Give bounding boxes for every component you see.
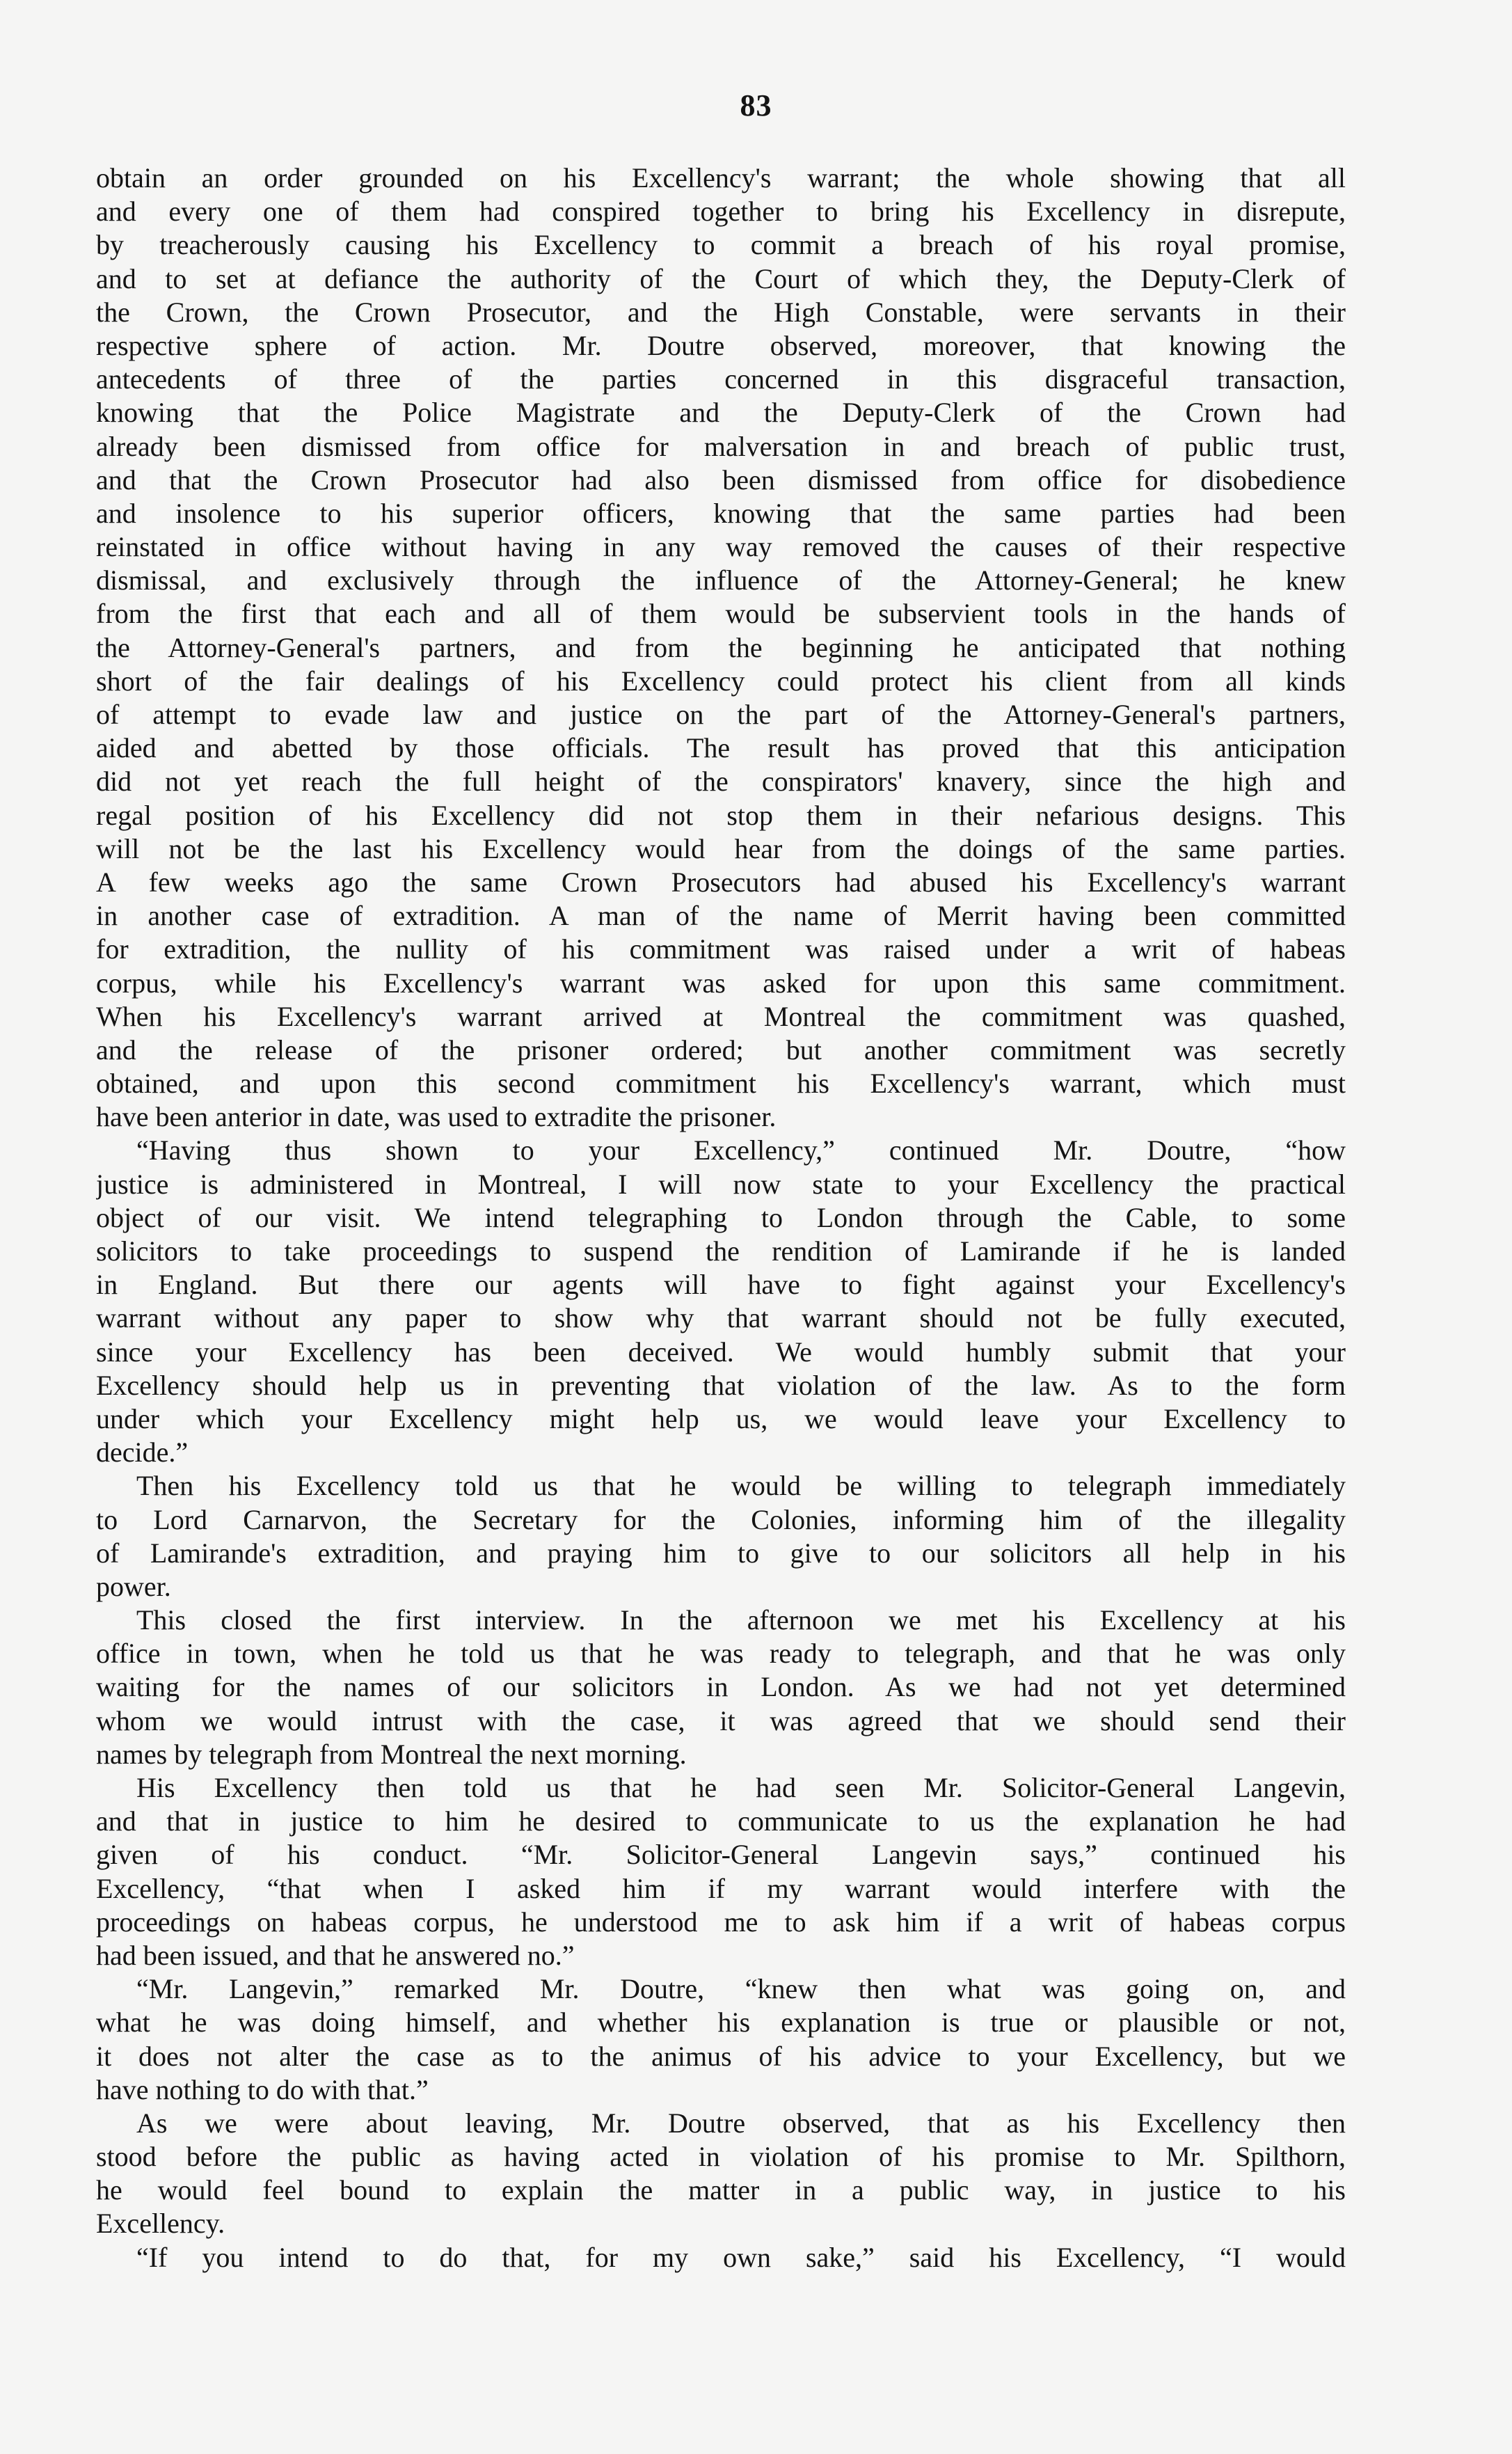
text-line: given of his conduct. “Mr. Solicitor-General Langevin says,” continued his	[96, 1839, 1346, 1871]
text-line: and the release of the prisoner ordered; but another commitment was secretly	[96, 1034, 1346, 1066]
page-number: 83	[740, 88, 772, 122]
text-line: will not be the last his Excellency would hear from the doings of the same parties.	[96, 832, 1346, 864]
text-line: and insolence to his superior officers, knowing that the same parties had been	[96, 497, 1346, 529]
text-line: object of our visit. We intend telegraphing to London through the Cable, to some	[96, 1201, 1346, 1233]
text-line: obtained, and upon this second commitment his Excellency's warrant, which must	[96, 1068, 1346, 1100]
text-line: in England. But there our agents will have to fight against your Excellency's	[96, 1269, 1346, 1301]
text-line: proceedings on habeas corpus, he understood me to ask him if a writ of habeas corpus	[96, 1906, 1346, 1938]
text-line: knowing that the Police Magistrate and the Deputy-Clerk of the Crown had	[96, 397, 1346, 429]
text-line: and that the Crown Prosecutor had also been dismissed from office for disobedience	[96, 464, 1346, 496]
text-line: it does not alter the case as to the animus of his advice to your Excellency, but we	[96, 2040, 1346, 2072]
text-line: As we were about leaving, Mr. Doutre observed, that as his Excellency then	[136, 2107, 1346, 2139]
text-line: have been anterior in date, was used to extradite the prisoner.	[96, 1101, 777, 1133]
text-line: A few weeks ago the same Crown Prosecutors had abused his Excellency's warrant	[96, 866, 1346, 898]
text-line: the Crown, the Crown Prosecutor, and the High Constable, were servants in their	[96, 296, 1346, 328]
text-line: by treacherously causing his Excellency to commit a breach of his royal promise,	[96, 229, 1346, 261]
text-line: office in town, when he told us that he was ready to telegraph, and that he was only	[96, 1638, 1346, 1670]
text-line: from the first that each and all of them would be subservient tools in the hands of	[96, 598, 1346, 630]
text-line: warrant without any paper to show why that warrant should not be fully executed,	[96, 1302, 1346, 1334]
text-line: since your Excellency has been deceived. We would humbly submit that your	[96, 1336, 1346, 1368]
text-line: had been issued, and that he answered no.”	[96, 1939, 575, 1971]
text-line: of Lamirande's extradition, and praying him to give to our solicitors all help in his	[96, 1537, 1346, 1569]
text-line: whom we would intrust with the case, it was agreed that we should send their	[96, 1704, 1346, 1736]
text-line: Excellency, “that when I asked him if my warrant would interfere with the	[96, 1872, 1346, 1904]
text-line: what he was doing himself, and whether his explanation is true or plausible or not,	[96, 2006, 1346, 2039]
text-line: the Attorney-General's partners, and from the beginning he anticipated that nothing	[96, 631, 1346, 663]
text-line: corpus, while his Excellency's warrant was asked for upon this same commitment.	[96, 967, 1346, 999]
text-line: in another case of extradition. A man of the name of Merrit having been committed	[96, 900, 1346, 932]
text-line: aided and abetted by those officials. The result has proved that this anticipation	[96, 732, 1346, 764]
text-line: already been dismissed from office for malversation in and breach of public trust,	[96, 430, 1346, 462]
body-text	[96, 161, 1346, 2274]
text-line: have nothing to do with that.”	[96, 2073, 429, 2105]
text-line: “Mr. Langevin,” remarked Mr. Doutre, “knew then what was going on, and	[136, 1973, 1346, 2005]
text-line: for extradition, the nullity of his commitment was raised under a writ of habeas	[96, 933, 1346, 965]
text-line: waiting for the names of our solicitors in London. As we had not yet determined	[96, 1671, 1346, 1703]
text-line: and to set at defiance the authority of the Court of which they, the Deputy-Clerk of	[96, 262, 1346, 294]
text-line: did not yet reach the full height of the conspirators' knavery, since the high and	[96, 766, 1346, 798]
text-line: obtain an order grounded on his Excellency's warrant; the whole showing that all	[96, 162, 1346, 193]
text-line: “Having thus shown to your Excellency,” continued Mr. Doutre, “how	[136, 1134, 1346, 1166]
text-line: decide.”	[96, 1436, 189, 1469]
text-line: antecedents of three of the parties concerned in this disgraceful transaction,	[96, 363, 1346, 395]
text-line: reinstated in office without having in any way removed the causes of their respective	[96, 531, 1346, 563]
text-line: respective sphere of action. Mr. Doutre observed, moreover, that knowing the	[96, 329, 1346, 361]
text-line: justice is administered in Montreal, I will now state to your Excellency the practical	[96, 1168, 1346, 1200]
text-line: of attempt to evade law and justice on the part of the Attorney-General's partners,	[96, 699, 1346, 730]
text-line: When his Excellency's warrant arrived at Montreal the commitment was quashed,	[96, 1000, 1346, 1032]
text-line: Then his Excellency told us that he would be willing to telegraph immediately	[136, 1470, 1346, 1502]
text-line: His Excellency then told us that he had seen Mr. Solicitor-General Langevin,	[136, 1772, 1346, 1803]
text-line: power.	[96, 1570, 171, 1602]
text-line: This closed the first interview. In the afternoon we met his Excellency at his	[136, 1604, 1346, 1636]
text-line: stood before the public as having acted in violation of his promise to Mr. Spilthorn,	[96, 2141, 1346, 2173]
text-line: and that in justice to him he desired to communicate to us the explanation he had	[96, 1805, 1346, 1837]
text-line: Excellency should help us in preventing that violation of the law. As to the form	[96, 1369, 1346, 1401]
text-line: Excellency.	[96, 2208, 225, 2240]
text-line: names by telegraph from Montreal the next morning.	[96, 1738, 687, 1770]
text-line: he would feel bound to explain the matter in a public way, in justice to his	[96, 2174, 1346, 2206]
text-line: to Lord Carnarvon, the Secretary for the Colonies, informing him of the illegality	[96, 1503, 1346, 1535]
text-line: under which your Excellency might help us, we would leave your Excellency to	[96, 1402, 1346, 1434]
text-line: solicitors to take proceedings to suspend the rendition of Lamirande if he is landed	[96, 1235, 1346, 1267]
text-line: dismissal, and exclusively through the influence of the Attorney-General; he knew	[96, 564, 1346, 596]
text-line: “If you intend to do that, for my own sake,” said his Excellency, “I would	[136, 2241, 1346, 2273]
text-line: short of the fair dealings of his Excellency could protect his client from all kinds	[96, 665, 1346, 697]
text-line: regal position of his Excellency did not stop them in their nefarious designs. This	[96, 799, 1346, 831]
text-line: and every one of them had conspired together to bring his Excellency in disrepute,	[96, 196, 1346, 228]
